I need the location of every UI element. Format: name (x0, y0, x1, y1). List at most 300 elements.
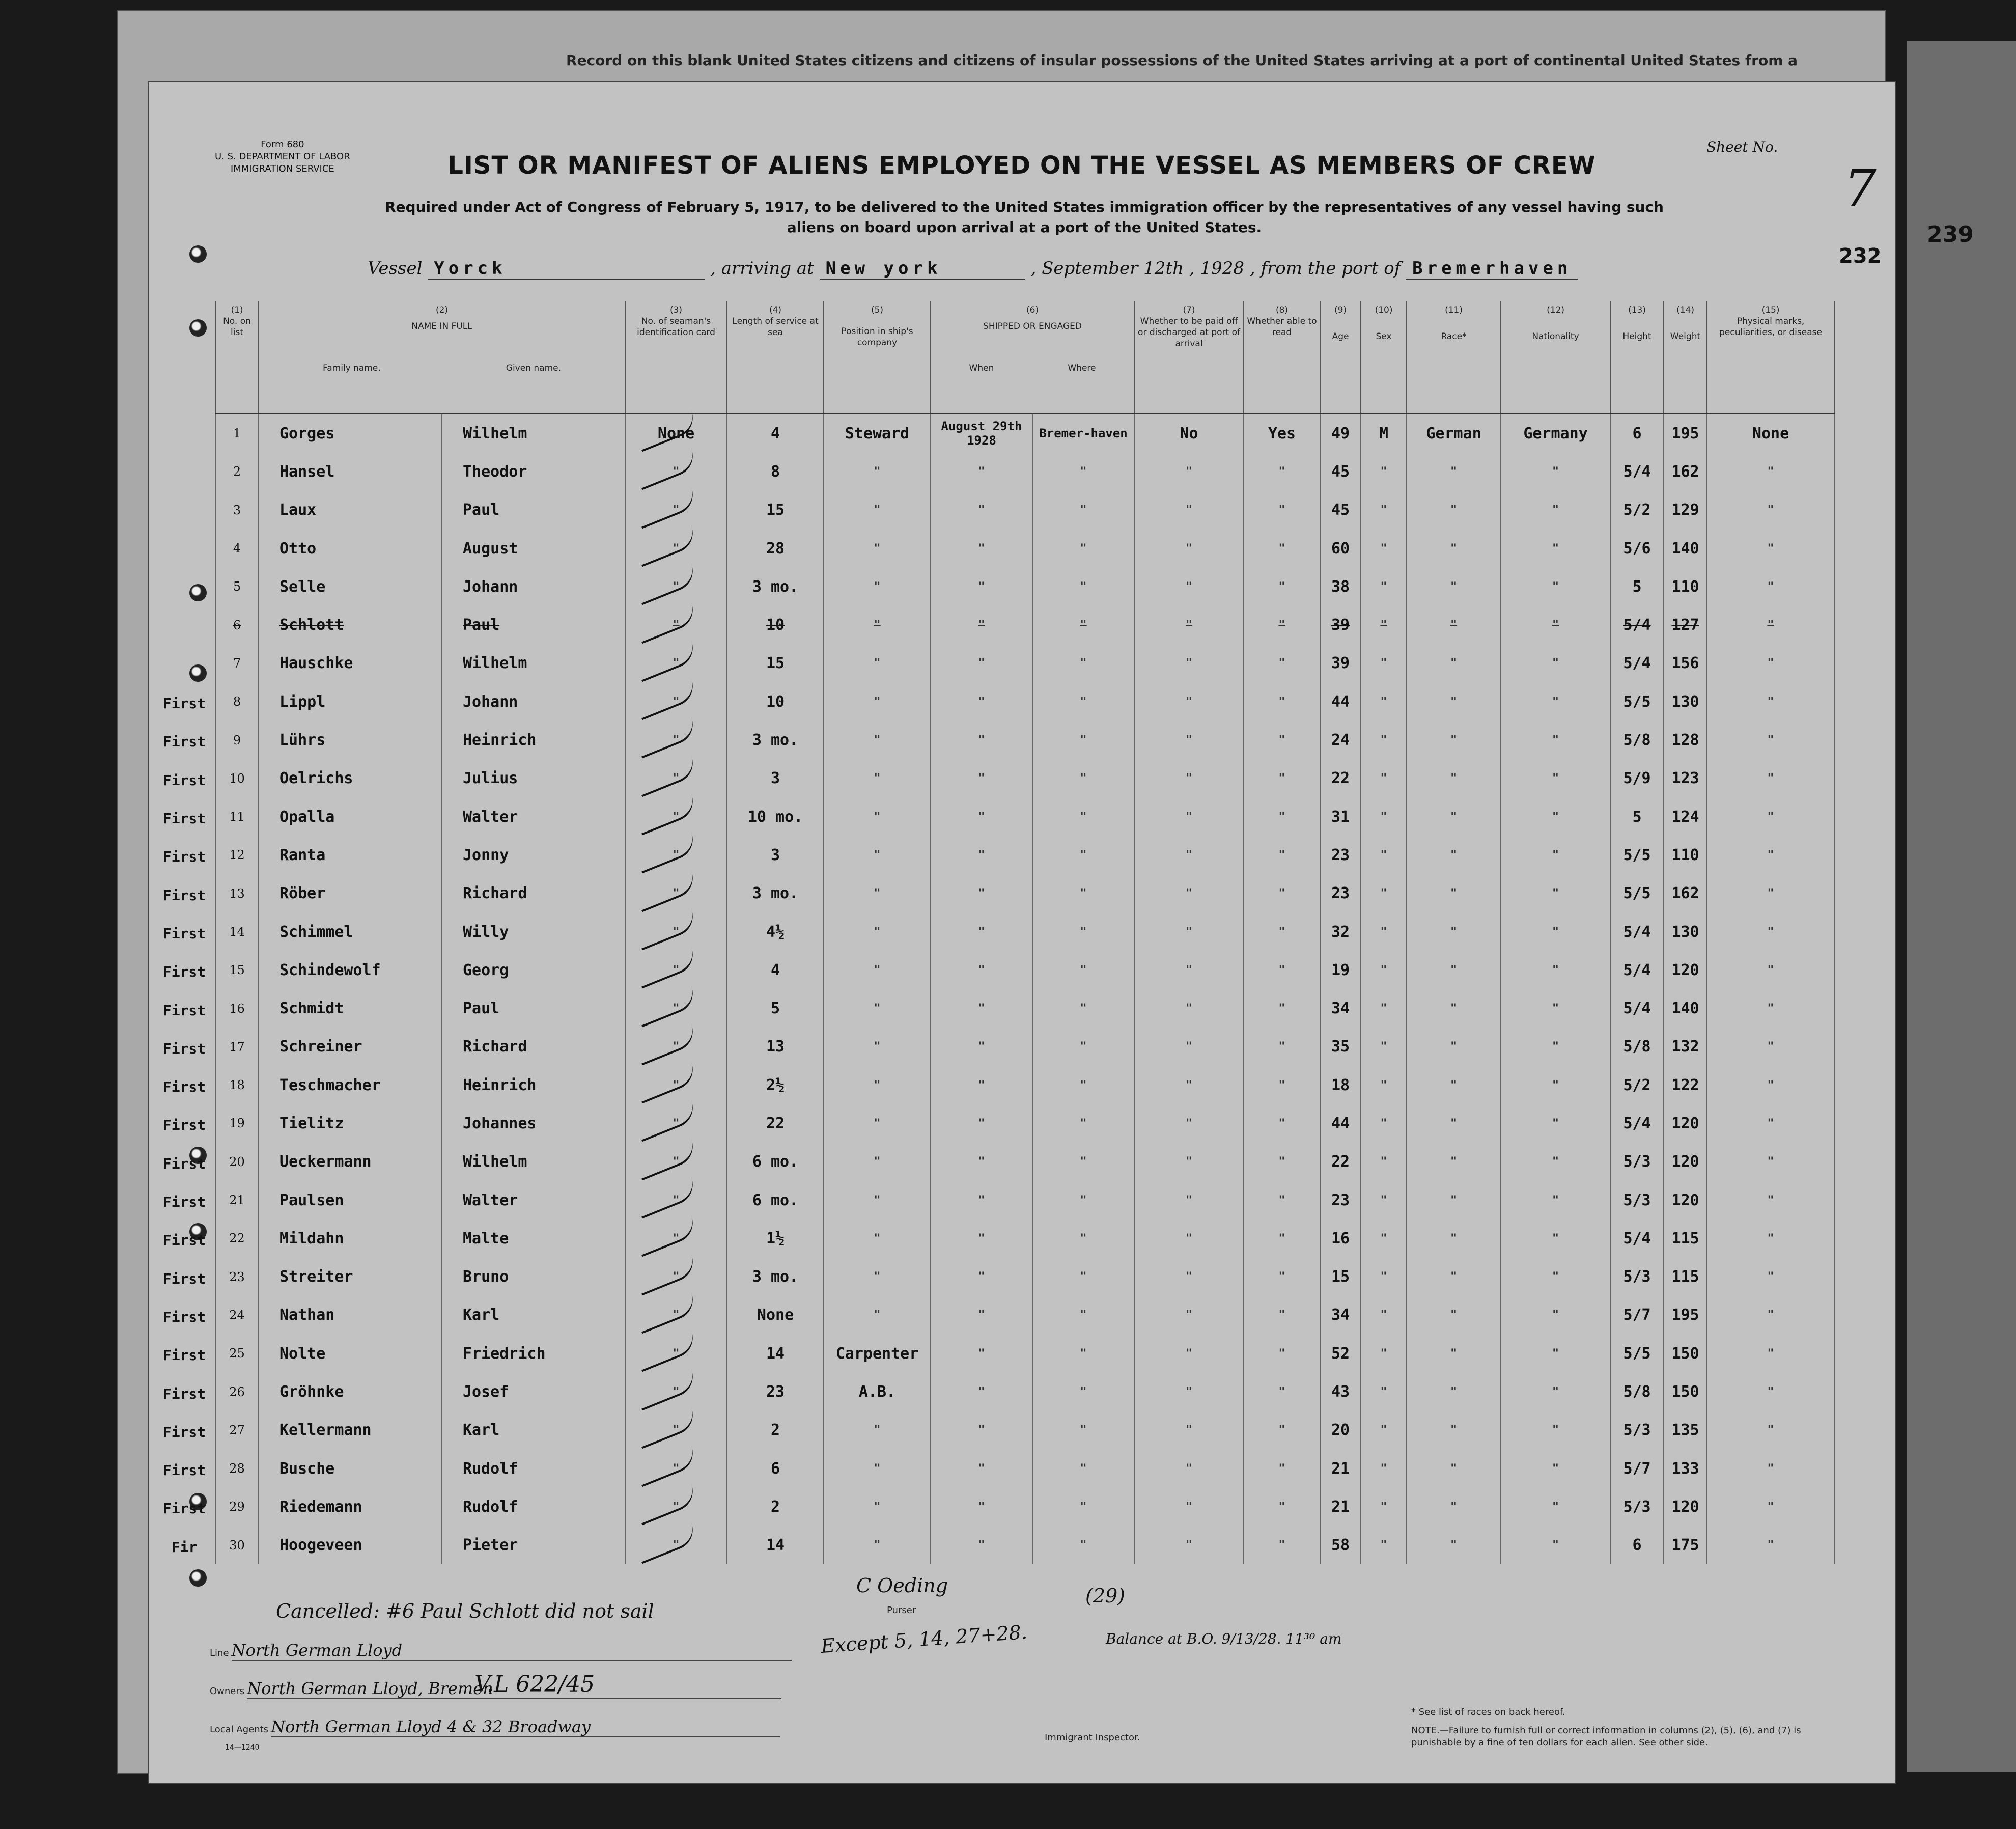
table-row (215, 1181, 1834, 1219)
class-mark: First (162, 1002, 206, 1019)
id-card-cell: " (625, 836, 727, 874)
sex-cell: " (1361, 759, 1407, 797)
physical-marks-cell: " (1707, 529, 1834, 567)
height-cell: 5/4 (1610, 1220, 1664, 1258)
binder-hole (189, 584, 207, 601)
id-card-cell: " (625, 1220, 727, 1258)
service-length-cell: 3 mo. (727, 874, 824, 912)
nationality-cell: " (1501, 1411, 1610, 1449)
given-name-cell: Pieter (442, 1526, 625, 1564)
position-cell: " (824, 1296, 931, 1334)
row-number-cell: 6 (215, 606, 259, 644)
back-sheet-note: Record on this blank United States citizens and citizens of insular possessions of the United States arriving at a port of continental United States from a (566, 52, 1798, 69)
family-name-cell: Schmidt (259, 989, 442, 1028)
nationality-cell: " (1501, 721, 1610, 759)
position-cell: " (824, 1066, 931, 1104)
position-cell: " (824, 1450, 931, 1488)
nationality-cell: " (1501, 491, 1610, 529)
position-cell: Steward (824, 413, 931, 453)
row-number-cell: 25 (215, 1335, 259, 1373)
table-row (215, 413, 1834, 453)
arriving-label: , arriving at (710, 258, 814, 279)
age-cell: 39 (1320, 644, 1361, 682)
family-name-cell: Paulsen (259, 1181, 442, 1219)
family-name-cell: Gorges (259, 413, 442, 453)
shipped-when-cell: " (931, 1488, 1032, 1526)
shipped-when-cell: " (931, 1450, 1032, 1488)
family-name-cell: Schlott (259, 606, 442, 644)
race-cell: " (1407, 797, 1501, 836)
col-age-header: (9) Age (1320, 301, 1361, 413)
agents-field (210, 1717, 872, 1737)
service-length-cell: 10 (727, 606, 824, 644)
paid-off-cell: " (1134, 1104, 1244, 1143)
paid-off-cell: " (1134, 912, 1244, 951)
able-to-read-cell: " (1244, 453, 1320, 491)
family-name-cell: Lippl (259, 683, 442, 721)
class-mark: First (162, 1462, 206, 1479)
height-cell: 5/4 (1610, 606, 1664, 644)
weight-cell: 129 (1664, 491, 1707, 529)
physical-marks-cell: " (1707, 453, 1834, 491)
id-card-cell: " (625, 1143, 727, 1181)
sheet-number-label: Sheet No. (1706, 138, 1778, 155)
shipped-where-cell: " (1032, 1450, 1134, 1488)
class-mark: First (162, 1347, 206, 1364)
class-mark: First (162, 1270, 206, 1287)
nationality-cell: " (1501, 912, 1610, 951)
age-cell: 21 (1320, 1450, 1361, 1488)
able-to-read-cell: " (1244, 1028, 1320, 1066)
paid-off-cell: " (1134, 1335, 1244, 1373)
able-to-read-cell: " (1244, 1258, 1320, 1296)
shipped-where-cell: " (1032, 453, 1134, 491)
height-cell: 5/5 (1610, 683, 1664, 721)
given-name-cell: Theodor (442, 453, 625, 491)
position-cell: A.B. (824, 1373, 931, 1411)
col-read-header: (8) Whether able to read (1244, 301, 1320, 413)
row-number-cell: 16 (215, 989, 259, 1028)
physical-marks-cell: " (1707, 1258, 1834, 1296)
able-to-read-cell: " (1244, 1488, 1320, 1526)
id-card-cell: " (625, 1488, 727, 1526)
age-cell: 35 (1320, 1028, 1361, 1066)
row-number-cell: 22 (215, 1220, 259, 1258)
sex-cell: " (1361, 721, 1407, 759)
physical-marks-cell: " (1707, 912, 1834, 951)
class-mark: First (162, 1500, 206, 1517)
binder-hole (189, 664, 207, 682)
table-row (215, 1373, 1834, 1411)
age-cell: 45 (1320, 491, 1361, 529)
binder-hole (189, 245, 207, 263)
shipped-where-cell: " (1032, 1066, 1134, 1104)
shipped-when-cell: " (931, 1526, 1032, 1564)
position-cell: " (824, 1220, 931, 1258)
nationality-cell: " (1501, 759, 1610, 797)
family-name-cell: Hansel (259, 453, 442, 491)
age-cell: 58 (1320, 1526, 1361, 1564)
weight-cell: 120 (1664, 1181, 1707, 1219)
except-note: Except 5, 14, 27+28. (820, 1620, 1028, 1658)
shipped-when-cell: " (931, 1066, 1032, 1104)
table-row (215, 529, 1834, 567)
race-cell: " (1407, 721, 1501, 759)
paid-off-cell: " (1134, 1411, 1244, 1449)
race-cell: " (1407, 1258, 1501, 1296)
able-to-read-cell: " (1244, 1181, 1320, 1219)
right-strip (1907, 41, 2016, 1772)
age-cell: 38 (1320, 568, 1361, 606)
position-cell: " (824, 1526, 931, 1564)
id-card-cell: " (625, 606, 727, 644)
physical-marks-cell: " (1707, 1220, 1834, 1258)
service-length-cell: 6 (727, 1450, 824, 1488)
inspector-label: Immigrant Inspector. (1045, 1732, 1140, 1743)
paid-off-cell: " (1134, 797, 1244, 836)
crew-count: (29) (1085, 1585, 1126, 1607)
able-to-read-cell: Yes (1244, 413, 1320, 453)
owners-field (210, 1679, 872, 1699)
shipped-where-cell: " (1032, 644, 1134, 682)
table-row (215, 1258, 1834, 1296)
able-to-read-cell: " (1244, 912, 1320, 951)
weight-cell: 120 (1664, 1488, 1707, 1526)
position-cell: " (824, 989, 931, 1028)
shipped-where-cell: " (1032, 1373, 1134, 1411)
sex-cell: " (1361, 683, 1407, 721)
paid-off-cell: " (1134, 644, 1244, 682)
age-cell: 19 (1320, 951, 1361, 989)
race-cell: " (1407, 1526, 1501, 1564)
class-mark: First (162, 810, 206, 827)
manifest-sheet (148, 81, 1896, 1784)
col-nationality-header: (12) Nationality (1501, 301, 1610, 413)
position-cell: " (824, 683, 931, 721)
service-length-cell: 14 (727, 1526, 824, 1564)
sex-cell: " (1361, 1143, 1407, 1181)
department-name: U. S. DEPARTMENT OF LABOR (215, 151, 350, 162)
nationality-cell: " (1501, 1258, 1610, 1296)
physical-marks-cell: " (1707, 683, 1834, 721)
sheet-number: 7 (1844, 159, 1877, 218)
age-cell: 32 (1320, 912, 1361, 951)
height-cell: 5/7 (1610, 1450, 1664, 1488)
id-card-cell: " (625, 989, 727, 1028)
shipped-where-cell: " (1032, 1181, 1134, 1219)
paid-off-cell: " (1134, 836, 1244, 874)
weight-cell: 156 (1664, 644, 1707, 682)
race-cell: " (1407, 568, 1501, 606)
col-card-header: (3) No. of seaman's identification card (625, 301, 727, 413)
shipped-when-cell: " (931, 1143, 1032, 1181)
paid-off-cell: " (1134, 568, 1244, 606)
height-cell: 5/3 (1610, 1258, 1664, 1296)
id-card-cell: " (625, 568, 727, 606)
table-row (215, 951, 1834, 989)
service-length-cell: 3 mo. (727, 1258, 824, 1296)
form-number: Form 680 (261, 139, 304, 150)
position-cell: " (824, 721, 931, 759)
height-cell: 5/6 (1610, 529, 1664, 567)
position-cell: " (824, 874, 931, 912)
col-shipped-header: (6) SHIPPED OR ENGAGED When Where (931, 301, 1134, 413)
paid-off-cell: " (1134, 759, 1244, 797)
height-cell: 5/8 (1610, 1373, 1664, 1411)
race-cell: " (1407, 453, 1501, 491)
race-cell: " (1407, 529, 1501, 567)
service-length-cell: 13 (727, 1028, 824, 1066)
paid-off-cell: " (1134, 874, 1244, 912)
nationality-cell: " (1501, 1373, 1610, 1411)
row-number-cell: 8 (215, 683, 259, 721)
id-card-cell: " (625, 1258, 727, 1296)
service-length-cell: 22 (727, 1104, 824, 1143)
id-card-cell: " (625, 1373, 727, 1411)
balance-note: Balance at B.O. 9/13/28. 11³⁰ am (1106, 1630, 1342, 1647)
age-cell: 45 (1320, 453, 1361, 491)
family-name-cell: Röber (259, 874, 442, 912)
paid-off-cell: " (1134, 529, 1244, 567)
family-name-cell: Nathan (259, 1296, 442, 1334)
family-name-cell: Otto (259, 529, 442, 567)
penalty-note: NOTE.—Failure to furnish full or correct information in columns (2), (5), (6), and (7) is punishable by a fine of ten dollars for each alien. See other side. (1411, 1725, 1801, 1748)
shipped-where-cell: " (1032, 1104, 1134, 1143)
vessel-label: Vessel (368, 258, 423, 279)
age-cell: 15 (1320, 1258, 1361, 1296)
height-cell: 5/3 (1610, 1488, 1664, 1526)
able-to-read-cell: " (1244, 1143, 1320, 1181)
table-row (215, 721, 1834, 759)
given-name-cell: Georg (442, 951, 625, 989)
given-name-cell: Johannes (442, 1104, 625, 1143)
table-row (215, 1220, 1834, 1258)
nationality-cell: " (1501, 529, 1610, 567)
row-number-cell: 24 (215, 1296, 259, 1334)
shipped-when-cell: " (931, 1220, 1032, 1258)
shipped-where-cell: " (1032, 1220, 1134, 1258)
nationality-cell: " (1501, 1335, 1610, 1373)
given-name-cell: Johann (442, 568, 625, 606)
shipped-when-cell: " (931, 874, 1032, 912)
nationality-cell: " (1501, 874, 1610, 912)
table-row (215, 1296, 1834, 1334)
class-mark: First (162, 848, 206, 866)
crew-manifest-table (215, 301, 1834, 1564)
physical-marks-cell: " (1707, 1143, 1834, 1181)
weight-cell: 150 (1664, 1373, 1707, 1411)
sex-cell: " (1361, 1373, 1407, 1411)
id-card-cell: " (625, 1104, 727, 1143)
physical-marks-cell: " (1707, 1411, 1834, 1449)
races-note: * See list of races on back hereof. (1411, 1707, 1565, 1717)
id-card-cell: " (625, 1450, 727, 1488)
given-name-cell: Paul (442, 606, 625, 644)
weight-cell: 115 (1664, 1258, 1707, 1296)
shipped-when-cell: " (931, 568, 1032, 606)
sex-cell: " (1361, 491, 1407, 529)
family-name-cell: Hauschke (259, 644, 442, 682)
service-length-cell: 6 mo. (727, 1181, 824, 1219)
shipped-when-cell: " (931, 491, 1032, 529)
shipped-when-cell: " (931, 683, 1032, 721)
age-cell: 22 (1320, 759, 1361, 797)
shipped-when-cell: " (931, 951, 1032, 989)
table-row (215, 683, 1834, 721)
age-cell: 60 (1320, 529, 1361, 567)
paid-off-cell: " (1134, 1181, 1244, 1219)
family-name-cell: Mildahn (259, 1220, 442, 1258)
col-position-header: (5) Position in ship's company (824, 301, 931, 413)
given-name-cell: Richard (442, 1028, 625, 1066)
physical-marks-cell: " (1707, 1450, 1834, 1488)
sex-cell: " (1361, 797, 1407, 836)
shipped-when-cell: " (931, 1104, 1032, 1143)
able-to-read-cell: " (1244, 1411, 1320, 1449)
binder-hole (189, 319, 207, 337)
given-name-cell: Josef (442, 1373, 625, 1411)
col-name-header: (2) NAME IN FULL Family name. Given name. (259, 301, 625, 413)
age-cell: 44 (1320, 683, 1361, 721)
given-name-cell: Heinrich (442, 721, 625, 759)
side-number: 239 (1927, 221, 1974, 247)
race-cell: " (1407, 606, 1501, 644)
shipped-where-cell: " (1032, 1028, 1134, 1066)
given-name-cell: Karl (442, 1411, 625, 1449)
class-mark: First (162, 733, 206, 751)
service-length-cell: 6 mo. (727, 1143, 824, 1181)
position-cell: Carpenter (824, 1335, 931, 1373)
paid-off-cell: " (1134, 951, 1244, 989)
row-number-cell: 17 (215, 1028, 259, 1066)
shipped-when-cell: " (931, 989, 1032, 1028)
nationality-cell: " (1501, 1488, 1610, 1526)
position-cell: " (824, 491, 931, 529)
able-to-read-cell: " (1244, 836, 1320, 874)
id-card-cell: " (625, 721, 727, 759)
service-length-cell: 8 (727, 453, 824, 491)
height-cell: 5/8 (1610, 1028, 1664, 1066)
height-cell: 6 (1610, 1526, 1664, 1564)
table-row (215, 568, 1834, 606)
sex-cell: " (1361, 606, 1407, 644)
shipped-when-cell: " (931, 721, 1032, 759)
given-name-cell: Bruno (442, 1258, 625, 1296)
sex-cell: " (1361, 874, 1407, 912)
weight-cell: 124 (1664, 797, 1707, 836)
class-mark: First (162, 1194, 206, 1210)
col-no-header: (1) No. on list (215, 301, 259, 413)
position-cell: " (824, 1181, 931, 1219)
given-name-cell: Richard (442, 874, 625, 912)
race-cell: " (1407, 1028, 1501, 1066)
family-name-cell: Kellermann (259, 1411, 442, 1449)
race-cell: " (1407, 912, 1501, 951)
paid-off-cell: " (1134, 989, 1244, 1028)
race-cell: German (1407, 413, 1501, 453)
given-name-cell: Rudolf (442, 1450, 625, 1488)
id-card-cell: " (625, 912, 727, 951)
nationality-cell: " (1501, 683, 1610, 721)
class-mark: First (162, 925, 206, 942)
agents-value: North German Lloyd 4 & 32 Broadway (271, 1717, 780, 1737)
sex-cell: " (1361, 836, 1407, 874)
id-card-cell: " (625, 453, 727, 491)
row-number-cell: 21 (215, 1181, 259, 1219)
id-card-cell: None (625, 413, 727, 453)
age-cell: 21 (1320, 1488, 1361, 1526)
arrival-port: New york (820, 258, 1025, 280)
paid-off-cell: " (1134, 721, 1244, 759)
able-to-read-cell: " (1244, 1526, 1320, 1564)
physical-marks-cell: " (1707, 1526, 1834, 1564)
row-number-cell: 11 (215, 797, 259, 836)
paid-off-cell: " (1134, 683, 1244, 721)
table-row (215, 1104, 1834, 1143)
shipped-where-cell: " (1032, 951, 1134, 989)
service-length-cell: 15 (727, 491, 824, 529)
row-number-cell: 30 (215, 1526, 259, 1564)
height-cell: 5/4 (1610, 951, 1664, 989)
row-number-cell: 14 (215, 912, 259, 951)
family-name-cell: Opalla (259, 797, 442, 836)
age-cell: 39 (1320, 606, 1361, 644)
family-name-cell: Hoogeveen (259, 1526, 442, 1564)
line-value: North German Lloyd (232, 1641, 792, 1661)
shipped-when-cell: " (931, 1181, 1032, 1219)
service-length-cell: 23 (727, 1373, 824, 1411)
able-to-read-cell: " (1244, 1220, 1320, 1258)
position-cell: " (824, 644, 931, 682)
line-label: Line (210, 1648, 229, 1658)
physical-marks-cell: " (1707, 1028, 1834, 1066)
class-mark: First (162, 695, 206, 712)
table-row (215, 1028, 1834, 1066)
race-cell: " (1407, 1411, 1501, 1449)
weight-cell: 120 (1664, 1143, 1707, 1181)
position-cell: " (824, 1258, 931, 1296)
height-cell: 5 (1610, 797, 1664, 836)
row-number-cell: 26 (215, 1373, 259, 1411)
weight-cell: 130 (1664, 912, 1707, 951)
sex-cell: " (1361, 568, 1407, 606)
weight-cell: 162 (1664, 874, 1707, 912)
height-cell: 5/5 (1610, 1335, 1664, 1373)
class-mark: First (162, 1385, 206, 1402)
table-row (215, 1526, 1834, 1564)
service-length-cell: 28 (727, 529, 824, 567)
height-cell: 5/4 (1610, 989, 1664, 1028)
nationality-cell: " (1501, 1181, 1610, 1219)
purser-label: Purser (887, 1605, 916, 1616)
height-cell: 5/3 (1610, 1181, 1664, 1219)
position-cell: " (824, 1411, 931, 1449)
race-cell: " (1407, 989, 1501, 1028)
able-to-read-cell: " (1244, 1296, 1320, 1334)
class-mark: First (162, 963, 206, 981)
service-length-cell: 5 (727, 989, 824, 1028)
given-name-cell: Paul (442, 989, 625, 1028)
col-paid-header: (7) Whether to be paid off or discharged at port of arrival (1134, 301, 1244, 413)
family-name-cell: Riedemann (259, 1488, 442, 1526)
owners-label: Owners (210, 1686, 245, 1697)
stamp-number: 232 (1839, 244, 1882, 268)
id-card-cell: " (625, 874, 727, 912)
paid-off-cell: " (1134, 1373, 1244, 1411)
form-code: 14—1240 (225, 1743, 260, 1752)
id-card-cell: " (625, 683, 727, 721)
given-name-cell: Wilhelm (442, 413, 625, 453)
